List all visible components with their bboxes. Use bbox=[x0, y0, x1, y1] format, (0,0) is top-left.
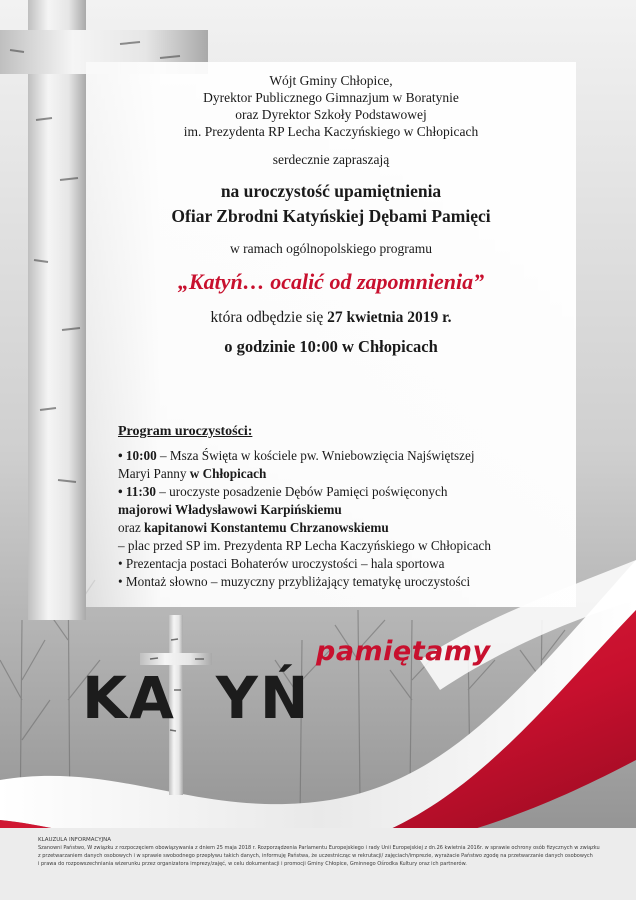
host-line-3: oraz Dyrektor Szkoły Podstawowej bbox=[235, 107, 427, 122]
clause-line-3: i prawa do rozpowszechniania wizerunku przez organizatora imprezy/zajęć, w celu dokumentacji i promocji Gminy Chłopice, Gminnego Ośrodka Kultury oraz ich partnerów. bbox=[38, 861, 467, 867]
program-item-2-major: majorowi Władysławowi Karpińskiemu bbox=[118, 502, 342, 517]
program-context-line: w ramach ogólnopolskiego programu bbox=[229, 241, 433, 256]
pamietamy-text: pamiętamy bbox=[316, 636, 491, 667]
program-item-1-cont bbox=[118, 465, 558, 483]
program-item-2-time: • 11:30 bbox=[118, 484, 156, 499]
program-item-1 bbox=[118, 447, 558, 465]
host-line-2: Dyrektor Publicznego Gimnazjum w Boratynie bbox=[203, 90, 459, 105]
program-item-1-cont-text: Maryi Panny bbox=[118, 466, 190, 481]
date-prefix: która odbędzie się bbox=[210, 309, 324, 326]
program-item-4: • Montaż słowno – muzyczny przybliżający tematykę uroczystości bbox=[118, 574, 471, 589]
program-item-2-text: – uroczyste posadzenie Dębów Pamięci poświęconych bbox=[155, 484, 448, 499]
program-item-2 bbox=[118, 483, 558, 501]
event-line-1: na uroczystość upamiętnienia bbox=[220, 181, 442, 201]
katyn-logo bbox=[82, 664, 310, 732]
program-item-1-place: w Chłopicach bbox=[189, 466, 267, 481]
program-item-1-text: – Msza Święta w kościele pw. Wniebowzięcia Najświętszej bbox=[156, 448, 475, 463]
event-line-2: Ofiar Zbrodni Katyńskiej Dębami Pamięci bbox=[171, 206, 491, 226]
program-item-2-captain: kapitanowi Konstantemu Chrzanowskiemu bbox=[144, 520, 389, 535]
program-item-2-line-3 bbox=[118, 519, 558, 537]
katyn-right: YŃ bbox=[215, 664, 311, 732]
date-value: 27 kwietnia 2019 r. bbox=[327, 309, 452, 326]
katyn-left: KA bbox=[82, 664, 176, 732]
invitation-text bbox=[96, 72, 566, 359]
program-item-2-line-4: – plac przed SP im. Prezydenta RP Lecha Kaczyńskiego w Chłopicach bbox=[118, 538, 491, 553]
host-line-1: Wójt Gminy Chłopice, bbox=[269, 73, 393, 88]
program-item-2-line-2 bbox=[118, 501, 558, 519]
host-line-4: im. Prezydenta RP Lecha Kaczyńskiego w Chłopicach bbox=[183, 124, 479, 139]
hour-line: o godzinie 10:00 w Chłopicach bbox=[224, 337, 438, 356]
clause-line-1: Szanowni Państwo, W związku z rozpoczęciem obowiązywania z dniem 25 maja 2018 r. Rozporządzenia Parlamentu Europejskiego i rady Unii Europejskiej z dn.26 kwietnia 2016r. w sprawie ochrony osób fizycznych w związku bbox=[38, 845, 600, 851]
slogan: „Katyń… ocalić od zapomnienia” bbox=[177, 269, 485, 294]
program-item-3: • Prezentacja postaci Bohaterów uroczystości – hala sportowa bbox=[118, 556, 445, 571]
clause-line-2: z przetwarzaniem danych osobowych i w sprawie swobodnego przepływu takich danych, informuję Państwa, że uczestnicząc w rekrutacji/ zajęciach/imprezie, wyrażacie Państwo zgodę na przetwarzanie danych osobowych bbox=[38, 853, 593, 859]
information-clause bbox=[38, 836, 606, 868]
program-item-2-prefix: oraz bbox=[118, 520, 144, 535]
program-item-1-time: • 10:00 bbox=[118, 448, 157, 463]
date-line bbox=[96, 307, 566, 329]
program-heading: Program uroczystości: bbox=[118, 424, 253, 439]
invite-line: serdecznie zapraszają bbox=[272, 152, 390, 167]
clause-title: KLAUZULA INFORMACYJNA bbox=[38, 837, 112, 843]
program-section bbox=[118, 422, 558, 591]
